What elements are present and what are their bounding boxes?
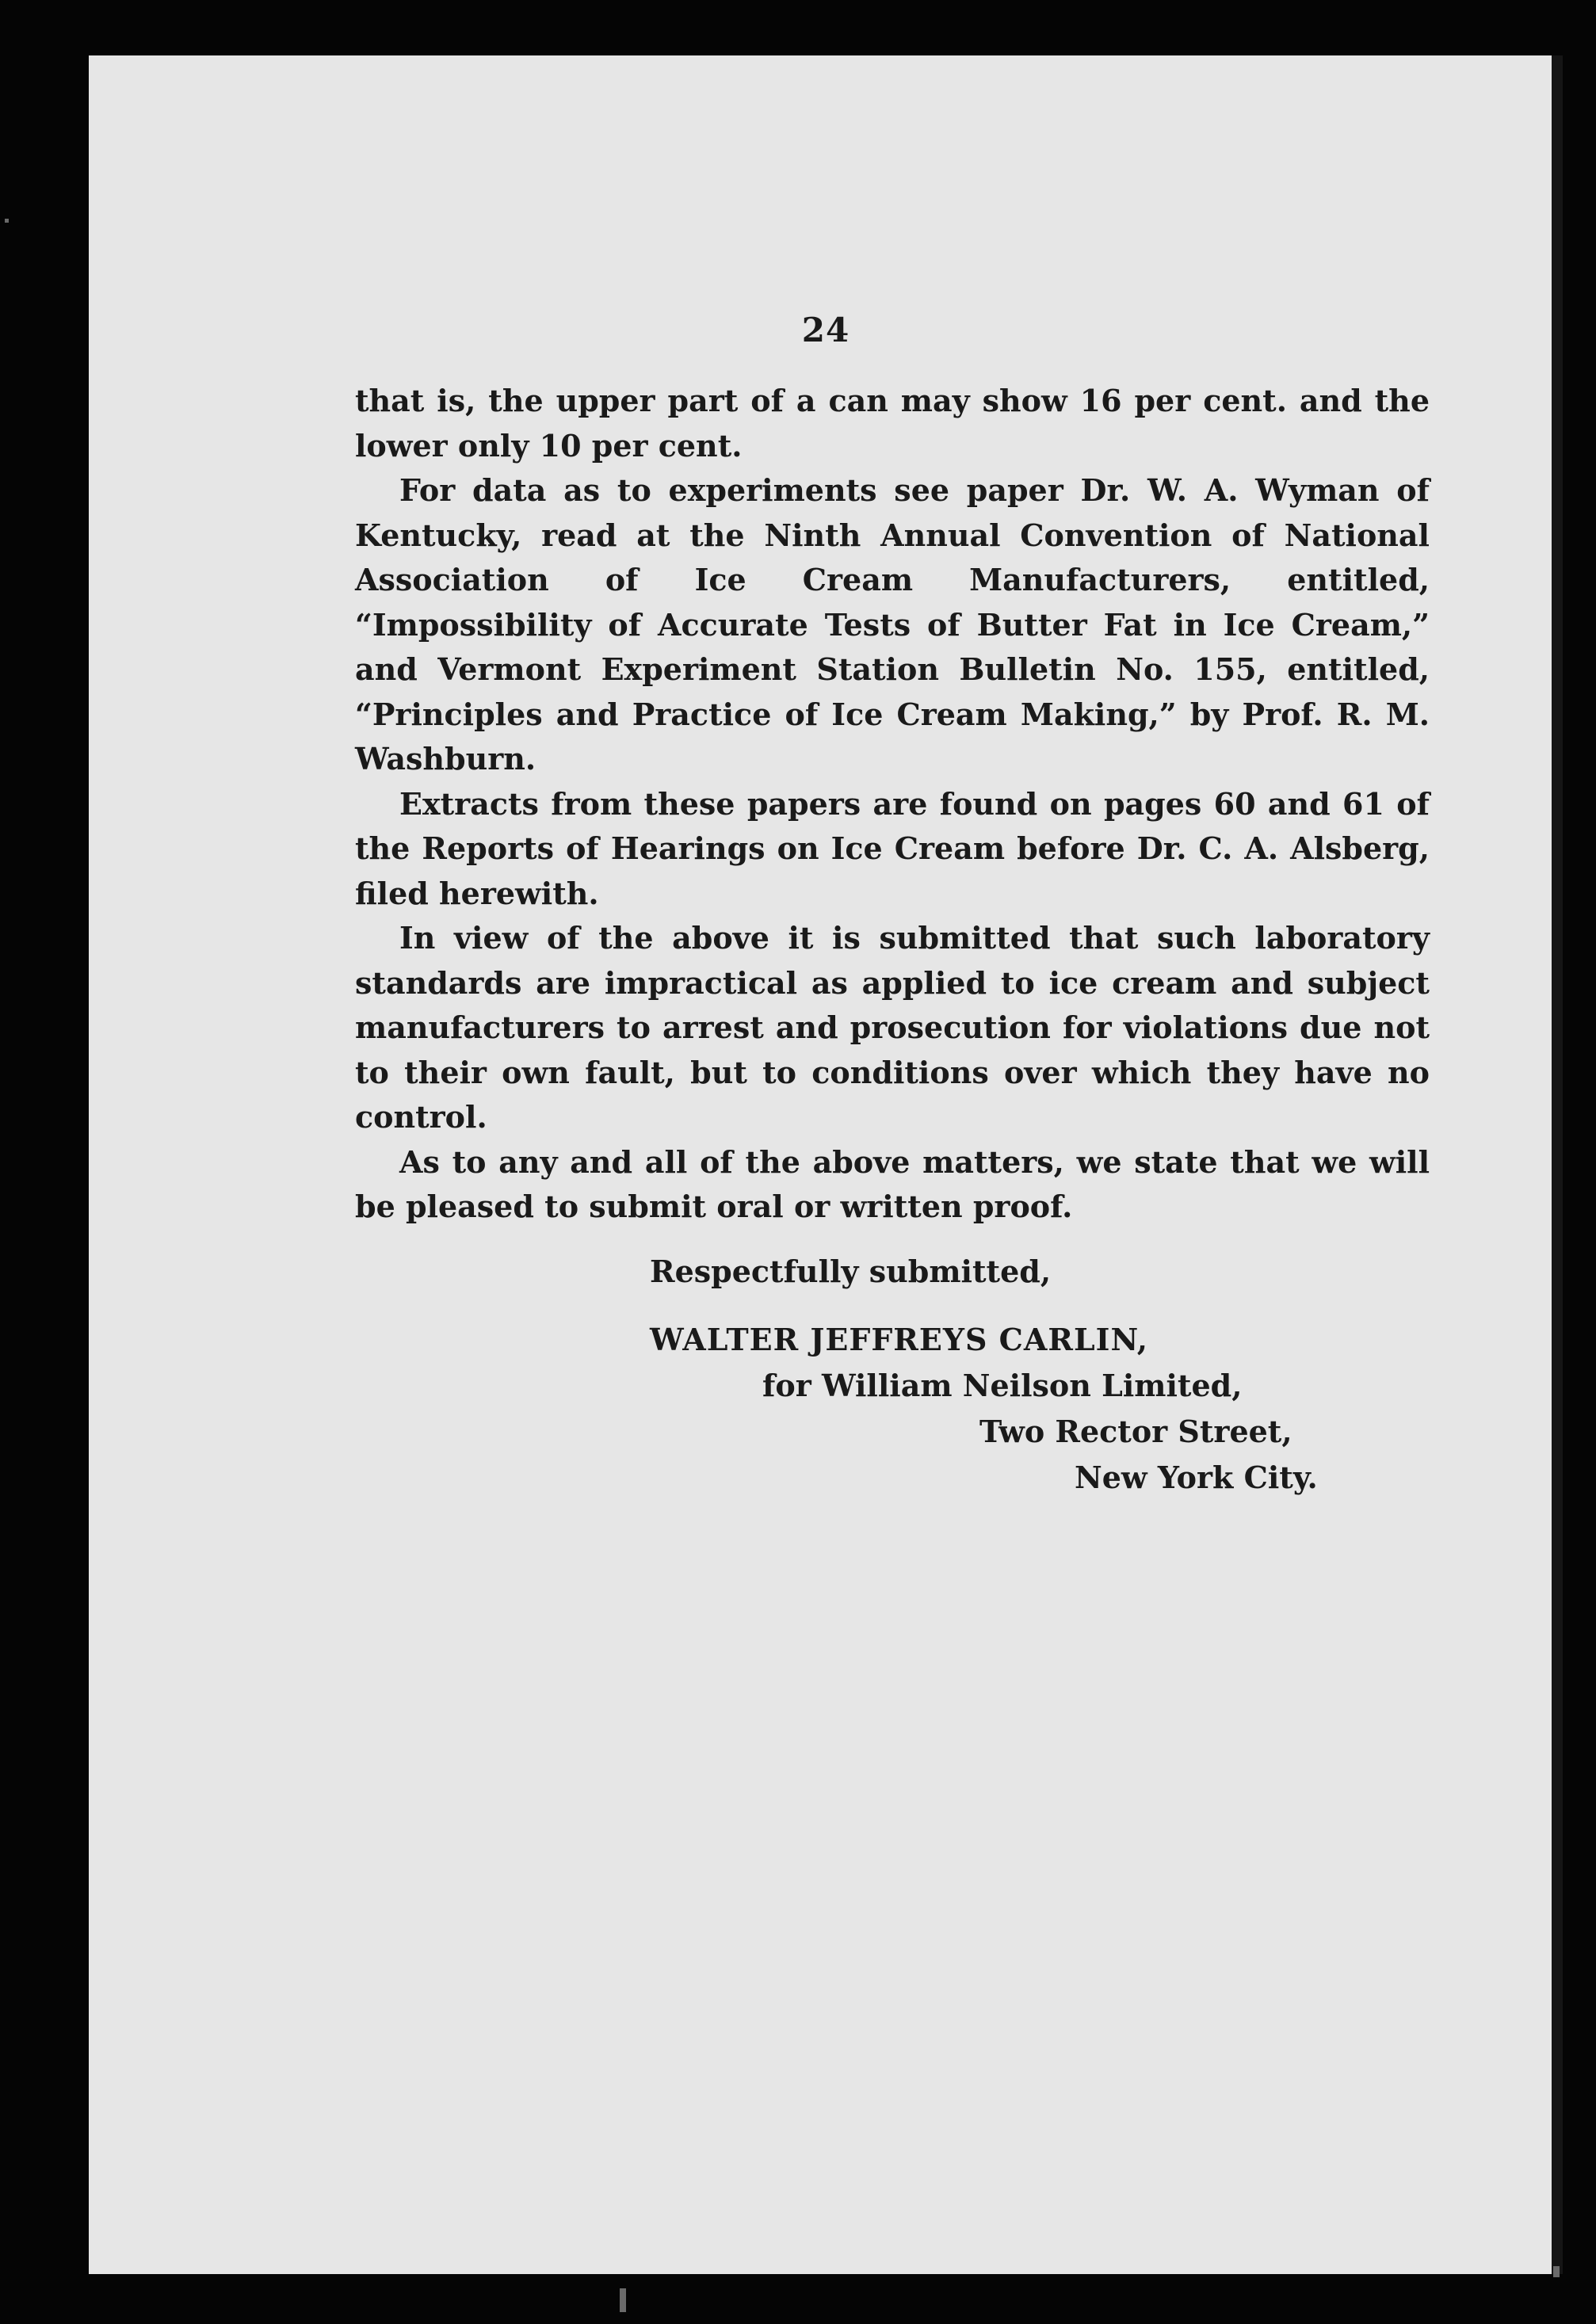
body-text (355, 379, 1430, 1230)
signature-company: for William Neilson Limited, (762, 1368, 1243, 1403)
paragraph-3: Extracts from these papers are found on pages 60 and 61 of the Reports of Hearings on Ice Cream before Dr. C. A. Alsberg, filed herewith. (355, 785, 1430, 911)
scan-speck (620, 2288, 626, 2312)
scan-speck (5, 219, 9, 223)
scan-speck (1553, 2266, 1560, 2277)
signature-name: WALTER JEFFREYS CARLIN, (650, 1322, 1148, 1357)
paragraph-2: For data as to experiments see paper Dr. W. A. Wyman of Kentucky, read at the Ninth Annual Convention of National Association of Ice Cream Manufacturers, entitled, “Impossibility of Accurate Tests of Butter Fat in Ice Cream,” and Vermont Experiment Station Bulletin No. 155, entitled, “Principles and Practice of Ice Cream Making,” by Prof. R. M. Washburn. (355, 472, 1430, 777)
paragraph-4: In view of the above it is submitted that such laboratory standards are impractical as applied to ice cream and subject manufacturers to arrest and prosecution for violations due not to their own fault, but to conditions over which they have no control. (355, 920, 1430, 1135)
page-number: 24 (801, 311, 850, 349)
signature-closing: Respectfully submitted, (650, 1254, 1052, 1289)
page-edge-shadow (1552, 55, 1563, 2274)
signature-city: New York City. (1075, 1460, 1318, 1495)
paragraph-5: As to any and all of the above matters, we state that we will be pleased to submit oral or written proof. (355, 1143, 1430, 1224)
signature-street: Two Rector Street, (979, 1414, 1292, 1449)
scanned-page (89, 55, 1563, 2274)
paragraph-1: that is, the upper part of a can may show 16 per cent. and the lower only 10 per cent. (355, 383, 1430, 464)
